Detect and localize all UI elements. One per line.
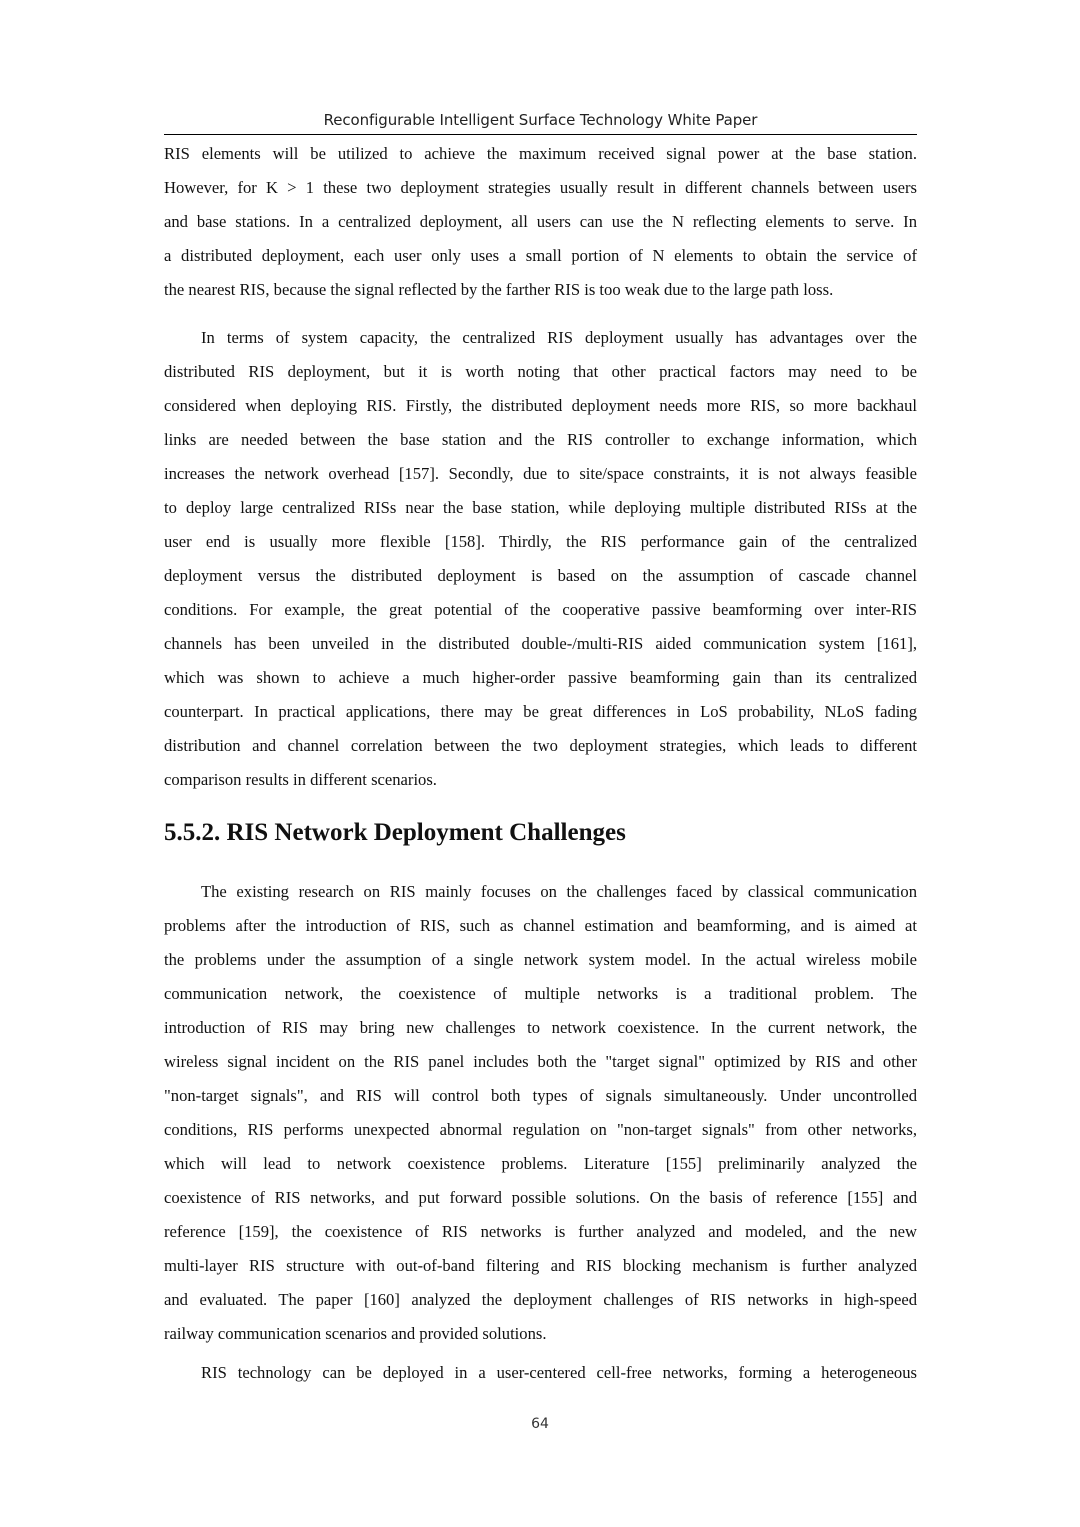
text-line: to deploy large centralized RISs near the base station, while deploying multiple distributed RISs at the: [164, 498, 917, 517]
text-line: conditions. For example, the great potential of the cooperative passive beamforming over inter-RIS: [164, 600, 917, 619]
text-line: a distributed deployment, each user only uses a small portion of N elements to obtain the service of: [164, 246, 917, 265]
text-line: problems after the introduction of RIS, such as channel estimation and beamforming, and is aimed at: [164, 916, 917, 935]
text-line: RIS elements will be utilized to achieve the maximum received signal power at the base station.: [164, 144, 917, 163]
text-line: "non-target signals", and RIS will control both types of signals simultaneously. Under uncontrolled: [164, 1086, 917, 1105]
text-line: introduction of RIS may bring new challenges to network coexistence. In the current network, the: [164, 1018, 917, 1037]
header-divider: [164, 134, 917, 135]
text-line: distribution and channel correlation between the two deployment strategies, which leads to different: [164, 736, 917, 755]
text-line: reference [159], the coexistence of RIS networks is further analyzed and modeled, and the new: [164, 1222, 917, 1241]
text-line: coexistence of RIS networks, and put forward possible solutions. On the basis of reference [155] and: [164, 1188, 917, 1207]
text-line: user end is usually more flexible [158]. Thirdly, the RIS performance gain of the centralized: [164, 532, 917, 551]
text-line: links are needed between the base station and the RIS controller to exchange information, which: [164, 430, 917, 449]
section-heading: 5.5.2. RIS Network Deployment Challenges: [164, 819, 626, 846]
page-number: 64: [531, 1416, 549, 1432]
running-header: Reconfigurable Intelligent Surface Technology White Paper: [323, 111, 758, 129]
text-line: and base stations. In a centralized deployment, all users can use the N reflecting elements to serve. In: [164, 212, 917, 231]
text-line: RIS technology can be deployed in a user-centered cell-free networks, forming a heterogeneous: [201, 1363, 917, 1382]
text-line: multi-layer RIS structure with out-of-band filtering and RIS blocking mechanism is further analyzed: [164, 1256, 917, 1275]
text-line: which was shown to achieve a much higher-order passive beamforming gain than its centralized: [164, 668, 917, 687]
text-line: In terms of system capacity, the centralized RIS deployment usually has advantages over the: [201, 328, 917, 347]
text-line: The existing research on RIS mainly focuses on the challenges faced by classical communication: [201, 882, 917, 901]
text-line: considered when deploying RIS. Firstly, the distributed deployment needs more RIS, so more backhaul: [164, 396, 917, 415]
text-line: the nearest RIS, because the signal reflected by the farther RIS is too weak due to the large path loss.: [164, 280, 834, 299]
text-line: However, for K > 1 these two deployment strategies usually result in different channels between users: [164, 178, 917, 197]
text-line: communication network, the coexistence of multiple networks is a traditional problem. The: [164, 984, 917, 1003]
text-line: increases the network overhead [157]. Secondly, due to site/space constraints, it is not always feasible: [164, 464, 917, 483]
text-line: distributed RIS deployment, but it is worth noting that other practical factors may need to be: [164, 362, 917, 381]
text-line: railway communication scenarios and provided solutions.: [164, 1324, 547, 1343]
text-line: channels has been unveiled in the distributed double-/multi-RIS aided communication system [161],: [164, 634, 917, 653]
text-line: counterpart. In practical applications, there may be great differences in LoS probability, NLoS fading: [164, 702, 917, 721]
text-line: conditions, RIS performs unexpected abnormal regulation on "non-target signals" from other networks,: [164, 1120, 917, 1139]
text-line: which will lead to network coexistence problems. Literature [155] preliminarily analyzed the: [164, 1154, 917, 1173]
text-line: the problems under the assumption of a single network system model. In the actual wireless mobile: [164, 950, 917, 969]
text-line: deployment versus the distributed deployment is based on the assumption of cascade channel: [164, 566, 917, 585]
text-line: and evaluated. The paper [160] analyzed the deployment challenges of RIS networks in high-speed: [164, 1290, 917, 1309]
text-line: wireless signal incident on the RIS panel includes both the "target signal" optimized by RIS and other: [164, 1052, 917, 1071]
text-line: comparison results in different scenarios.: [164, 770, 437, 789]
